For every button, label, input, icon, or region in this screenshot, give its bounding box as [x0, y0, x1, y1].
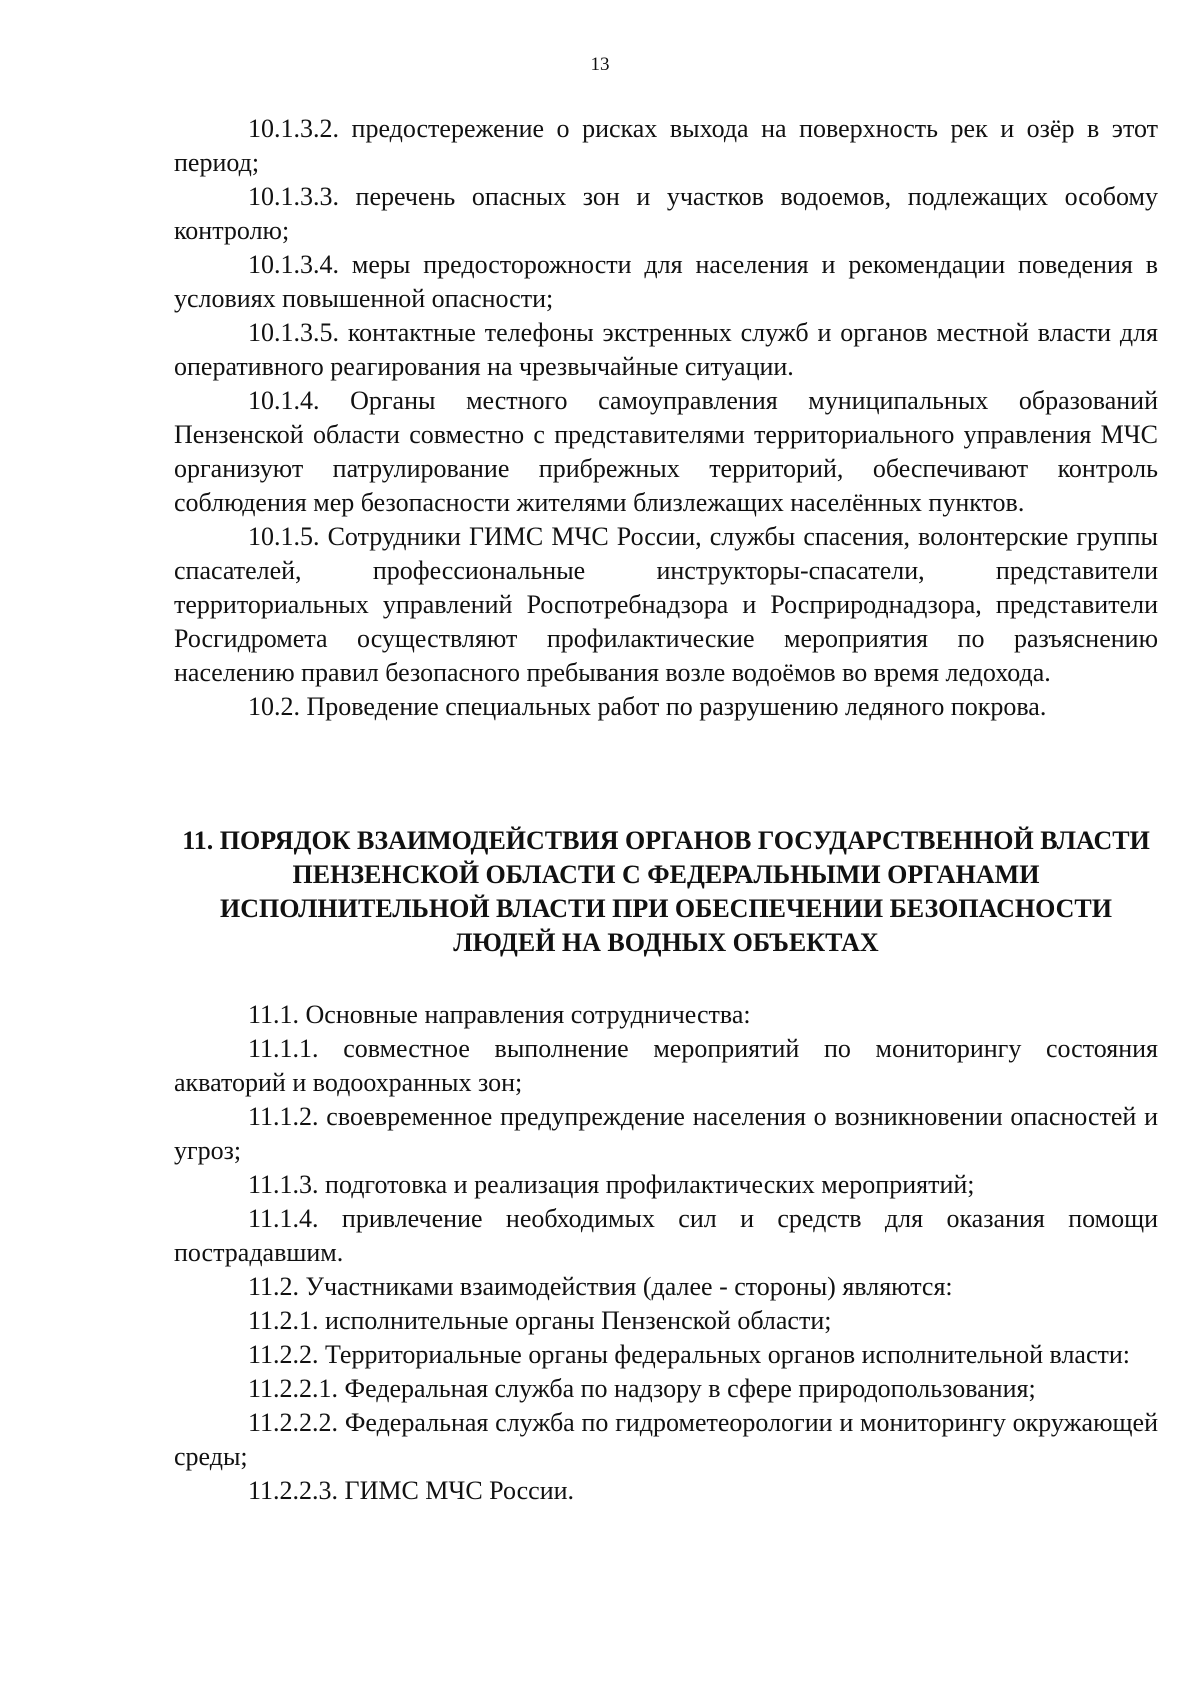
paragraph-11-1-3: 11.1.3. подготовка и реализация профилактических мероприятий; — [248, 1170, 975, 1199]
paragraph-10-1-4: 10.1.4. Органы местного самоуправления муниципальных образований Пензенской области совместно с представителями территориального управления МЧС организуют патрулирование прибрежных территорий, обеспечивают контроль соблюдения мер безопасности жителями близлежащих населённых пунктов. — [174, 386, 1158, 517]
paragraph-11-2-1: 11.2.1. исполнительные органы Пензенской области; — [248, 1306, 832, 1335]
section-10-body — [174, 112, 1158, 724]
paragraph-11-1-2: 11.1.2. своевременное предупреждение населения о возникновении опасностей и угроз; — [174, 1102, 1158, 1165]
page-number: 13 — [590, 54, 610, 75]
paragraph-10-1-5: 10.1.5. Сотрудники ГИМС МЧС России, службы спасения, волонтерские группы спасателей, профессиональные инструкторы-спасатели, представители территориальных управлений Роспотребнадзора и Росприроднадзора, представители Росгидромета осуществляют профилактические мероприятия по разъяснению населению правил безопасного пребывания возле водоёмов во время ледохода. — [174, 522, 1158, 687]
paragraph-10-2: 10.2. Проведение специальных работ по разрушению ледяного покрова. — [248, 692, 1047, 721]
paragraph-11-1: 11.1. Основные направления сотрудничества: — [248, 1000, 751, 1029]
paragraph-11-2: 11.2. Участниками взаимодействия (далее - стороны) являются: — [248, 1272, 953, 1301]
paragraph-10-1-3-3: 10.1.3.3. перечень опасных зон и участков водоемов, подлежащих особому контролю; — [174, 182, 1158, 245]
paragraph-11-1-1: 11.1.1. совместное выполнение мероприятий по мониторингу состояния акваторий и водоохранных зон; — [174, 1034, 1158, 1097]
paragraph-11-2-2: 11.2.2. Территориальные органы федеральных органов исполнительной власти: — [248, 1340, 1130, 1369]
paragraph-10-1-3-4: 10.1.3.4. меры предосторожности для населения и рекомендации поведения в условиях повышенной опасности; — [174, 250, 1158, 313]
paragraph-11-1-4: 11.1.4. привлечение необходимых сил и средств для оказания помощи пострадавшим. — [174, 1204, 1158, 1267]
paragraph-11-2-2-3: 11.2.2.3. ГИМС МЧС России. — [248, 1476, 575, 1505]
section-11-heading: 11. ПОРЯДОК ВЗАИМОДЕЙСТВИЯ ОРГАНОВ ГОСУДАРСТВЕННОЙ ВЛАСТИ ПЕНЗЕНСКОЙ ОБЛАСТИ С ФЕДЕРАЛЬНЫМИ ОРГАНАМИ ИСПОЛНИТЕЛЬНОЙ ВЛАСТИ ПРИ ОБЕСПЕЧЕНИИ БЕЗОПАСНОСТИ ЛЮДЕЙ НА ВОДНЫХ ОБЪЕКТАХ — [182, 826, 1150, 957]
section-11-body — [174, 998, 1158, 1508]
paragraph-10-1-3-2: 10.1.3.2. предостережение о рисках выхода на поверхность рек и озёр в этот период; — [174, 114, 1158, 177]
paragraph-11-2-2-1: 11.2.2.1. Федеральная служба по надзору в сфере природопользования; — [248, 1374, 1036, 1403]
paragraph-11-2-2-2: 11.2.2.2. Федеральная служба по гидрометеорологии и мониторингу окружающей среды; — [174, 1408, 1158, 1471]
paragraph-10-1-3-5: 10.1.3.5. контактные телефоны экстренных служб и органов местной власти для оперативного реагирования на чрезвычайные ситуации. — [174, 318, 1158, 381]
